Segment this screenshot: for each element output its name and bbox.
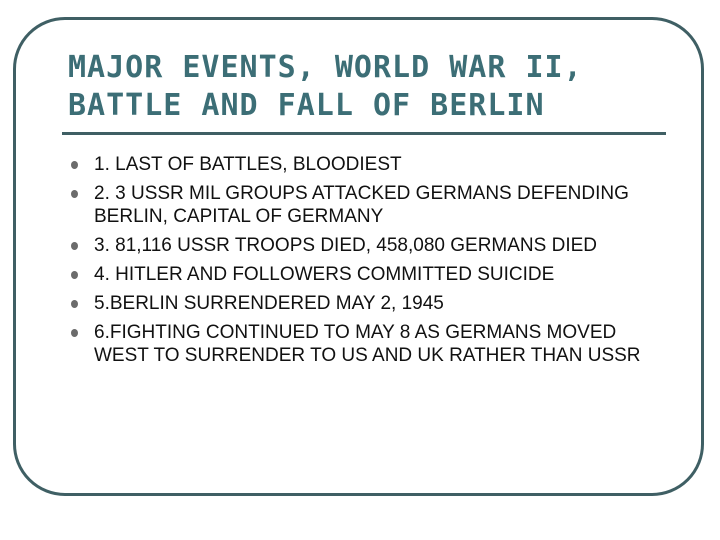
- bullet-dot-icon: [71, 190, 78, 198]
- bullet-item-1: [68, 153, 668, 176]
- bullet-item-4: [68, 263, 668, 286]
- bullet-text-4: 4. HITLER AND FOLLOWERS COMMITTED SUICIDE: [94, 264, 555, 285]
- slide-title: [68, 49, 583, 125]
- bullet-dot-icon: [71, 161, 78, 169]
- bullet-text-2: 2. 3 USSR MIL GROUPS ATTACKED GERMANS DEFENDING BERLIN, CAPITAL OF GERMANY: [94, 183, 629, 227]
- bullet-text-3: 3. 81,116 USSR TROOPS DIED, 458,080 GERMANS DIED: [94, 235, 597, 256]
- bullet-text-1: 1. LAST OF BATTLES, BLOODIEST: [94, 154, 402, 175]
- bullet-item-3: [68, 234, 668, 257]
- bullet-dot-icon: [71, 300, 78, 308]
- title-divider: [62, 132, 666, 135]
- bullet-item-6: [68, 321, 668, 367]
- bullet-text-5: 5.BERLIN SURRENDERED MAY 2, 1945: [94, 293, 444, 314]
- bullet-list: [68, 153, 668, 373]
- slide-title-line-1: MAJOR EVENTS, WORLD WAR II,: [68, 50, 583, 85]
- bullet-dot-icon: [71, 329, 78, 337]
- bullet-item-2: [68, 182, 668, 228]
- bullet-dot-icon: [71, 242, 78, 250]
- bullet-text-6: 6.FIGHTING CONTINUED TO MAY 8 AS GERMANS MOVED WEST TO SURRENDER TO US AND UK RATHER THAN USSR: [94, 322, 641, 366]
- slide-title-line-2: BATTLE AND FALL OF BERLIN: [68, 88, 545, 123]
- bullet-item-5: [68, 292, 668, 315]
- bullet-dot-icon: [71, 271, 78, 279]
